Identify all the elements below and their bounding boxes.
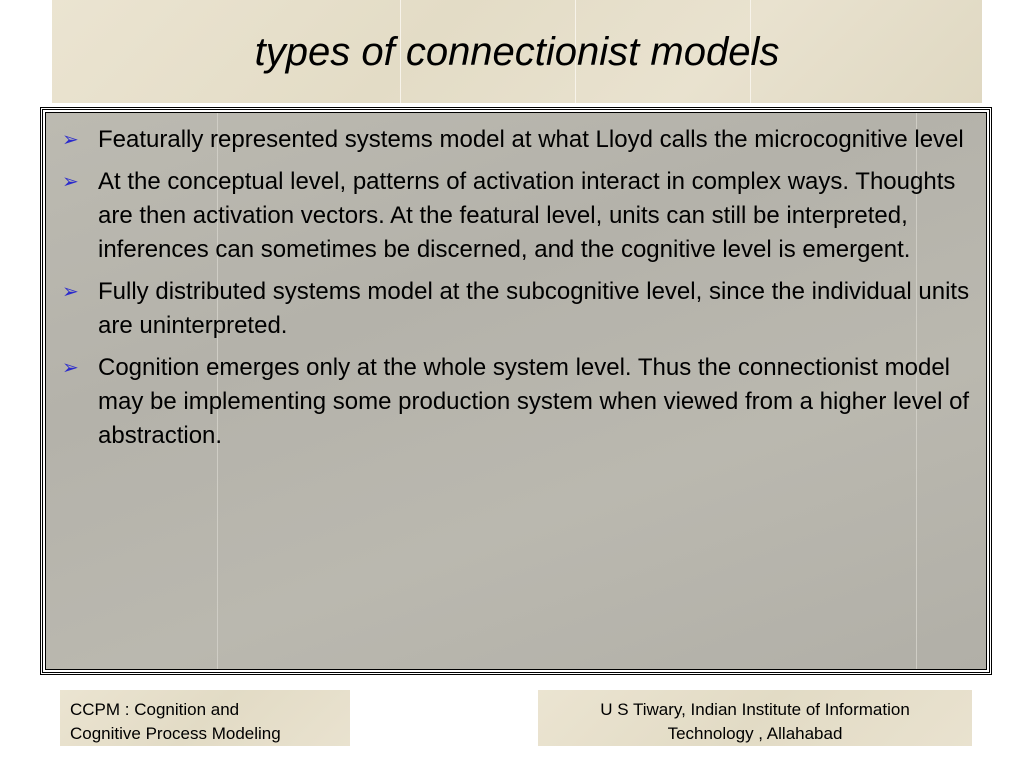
arrowhead-bullet-icon: ➢ <box>62 357 79 379</box>
slide-title: types of connectionist models <box>254 30 780 74</box>
footer-author-line: U S Tiwary, Indian Institute of Information <box>600 700 910 719</box>
footer-course-line: CCPM : Cognition and <box>70 700 240 719</box>
bullet-text: Cognition emerges only at the whole system level. Thus the connectionist model may be implementing some production system when viewed from a higher level of abstraction. <box>98 354 970 449</box>
arrowhead-bullet-icon: ➢ <box>62 129 79 151</box>
arrowhead-bullet-icon: ➢ <box>62 281 79 303</box>
bullet-text: Featurally represented systems model at what Lloyd calls the microcognitive level <box>98 126 964 153</box>
bullet-item <box>60 123 980 157</box>
content-panel <box>45 112 987 670</box>
footer-course-line: Cognitive Process Modeling <box>70 724 281 743</box>
arrowhead-bullet-icon: ➢ <box>62 171 79 193</box>
bullet-list <box>60 123 980 461</box>
footer-author <box>538 690 972 746</box>
bullet-text: At the conceptual level, patterns of activation interact in complex ways. Thoughts are then activation vectors. At the featural level, units can still be interpreted, inferences can sometimes be discerned, and the cognitive level is emergent. <box>98 168 956 263</box>
bullet-text: Fully distributed systems model at the subcognitive level, since the individual units are uninterpreted. <box>98 278 970 339</box>
footer-author-line: Technology , Allahabad <box>667 724 843 743</box>
bullet-item <box>60 351 980 453</box>
footer-course <box>60 690 350 746</box>
bullet-item <box>60 275 980 343</box>
bullet-item <box>60 165 980 267</box>
title-band <box>52 0 982 103</box>
content-frame <box>40 107 992 675</box>
